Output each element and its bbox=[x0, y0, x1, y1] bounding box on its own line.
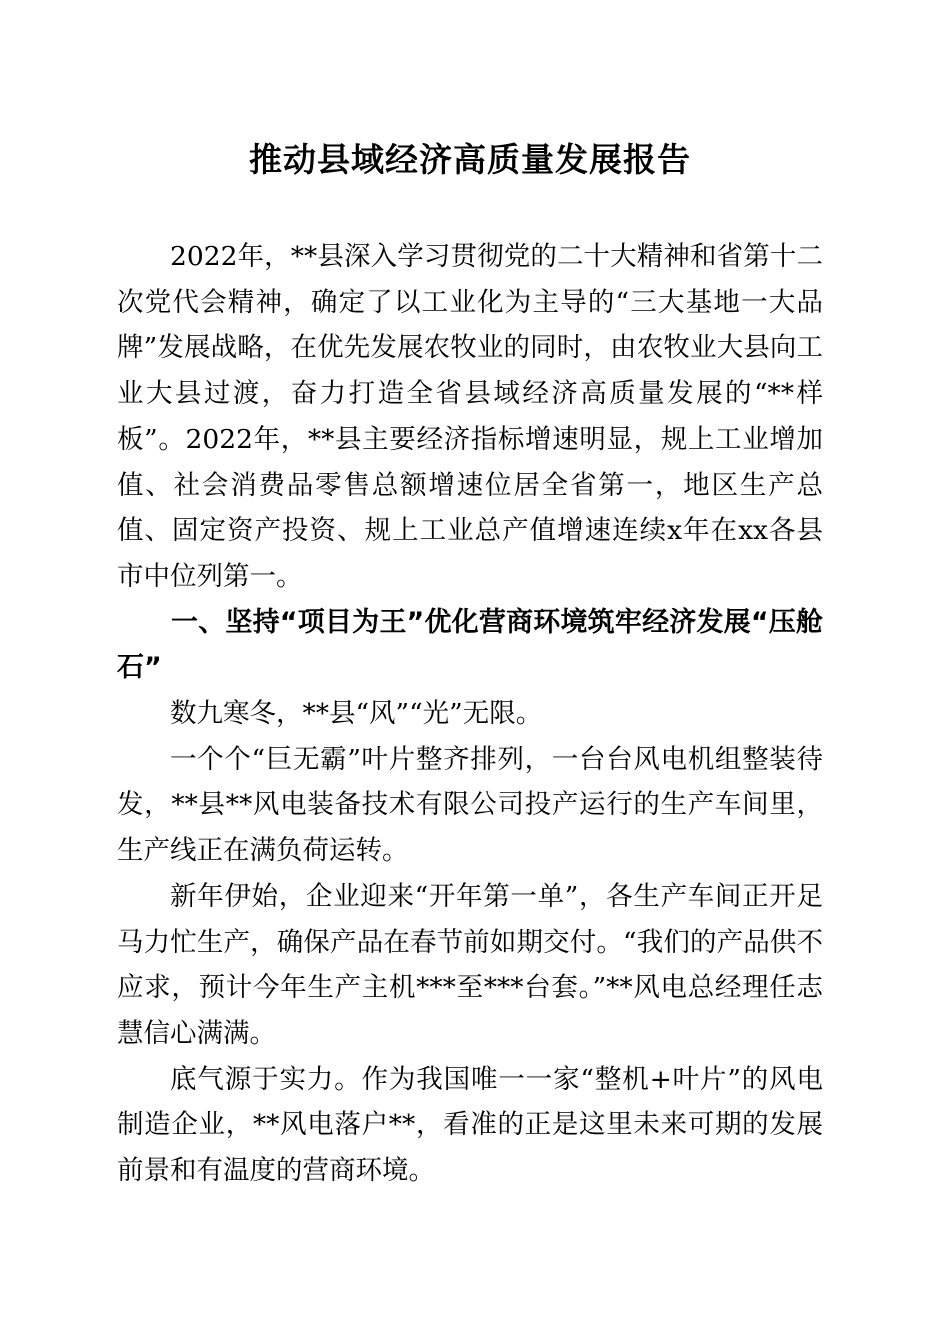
intro-paragraph: 2022年，**县深入学习贯彻党的二十大精神和省第十二次党代会精神，确定了以工业化为主导的“三大基地一大品牌”发展战略，在优先发展农牧业的同时，由农牧业大县向工业大县过渡，奋力打造全省县域经济高质量发展的“**样板”。2022年，**县主要经济指标增速明显，规上工业增加值、社会消费品零售总额增速位居全省第一，地区生产总值、固定资产投资、规上工业总产值增速连续x年在xx各县市中位列第一。 bbox=[117, 241, 823, 592]
document-title: 推动县域经济高质量发展报告 bbox=[249, 140, 691, 179]
body-paragraph: 新年伊始，企业迎来“开年第一单”，各生产车间正开足马力忙生产，确保产品在春节前如期交付。“我们的产品供不应求，预计今年生产主机***至***台套。”**风电总经理任志慧信心满满。 bbox=[117, 880, 823, 1049]
body-paragraph: 数九寒冬，**县“风”“光”无限。 bbox=[170, 698, 543, 730]
document-page bbox=[117, 133, 823, 1194]
section-heading-1: 一、坚持“项目为王”优化营商环境筑牢经济发展“压舱石” bbox=[117, 606, 823, 684]
body-paragraph: 底气源于实力。作为我国唯一一家“整机+叶片”的风电制造企业，**风电落户**，看准的正是这里未来可期的发展前景和有温度的营商环境。 bbox=[117, 1063, 823, 1187]
body-paragraph: 一个个“巨无霸”叶片整齐排列，一台台风电机组整装待发，**县**风电装备技术有限公司投产运行的生产车间里，生产线正在满负荷运转。 bbox=[117, 743, 823, 867]
